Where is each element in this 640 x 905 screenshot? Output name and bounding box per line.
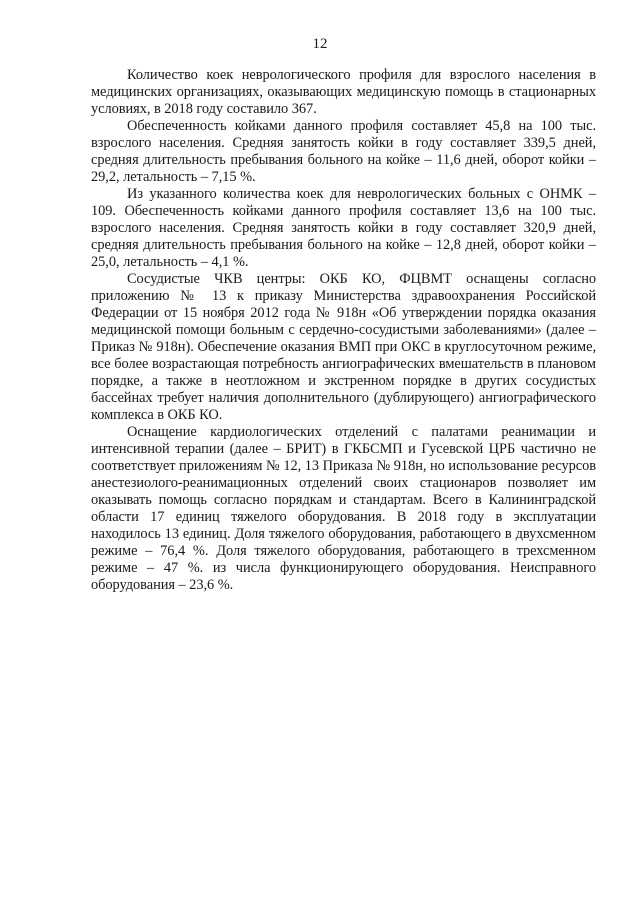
paragraph-neurology-beds: Количество коек неврологического профиля для взрослого населения в медицинских организациях, оказывающих медицинскую помощь в стационарных условиях, в 2018 году составило 367. xyxy=(91,67,596,117)
page-number: 12 xyxy=(312,36,328,52)
paragraph-stroke-beds: Из указанного количества коек для неврологических больных с ОНМК – 109. Обеспеченность койками данного профиля составляет 13,6 на 100 тыс. взрослого населения. Средняя занятость койки в году составляет 320,9 дней, средняя длительность пребывания больного на койке – 12,8 дней, оборот койки – 25,0, летальность – 4,1 %. xyxy=(91,186,596,270)
paragraph-cardiology-equipment: Оснащение кардиологических отделений с палатами реанимации и интенсивной терапии (далее – БРИТ) в ГКБСМП и Гусевской ЦРБ частично не соответствует приложениям № 12, 13 Приказа № 918н, но использование ресурсов анестезиолого-реанимационных отделений своих стационаров позволяет им оказывать помощь согласно порядкам и стандартам. Всего в Калининградской области 17 единиц тяжелого оборудования. В 2018 году в эксплуатации находилось 13 единиц. Доля тяжелого оборудования, работающего в двухсменном режиме – 76,4 %. Доля тяжелого оборудования, работающего в трехсменном режиме – 47 %. из числа функционирующего оборудования. Неисправного оборудования – 23,6 %. xyxy=(91,424,596,593)
document-body xyxy=(91,67,596,594)
paragraph-vascular-centers: Сосудистые ЧКВ центры: ОКБ КО, ФЦВМТ оснащены согласно приложению № 13 к приказу Министерства здравоохранения Российской Федерации от 15 ноября 2012 года № 918н «Об утверждении порядка оказания медицинской помощи больным с сердечно-сосудистыми заболеваниями» (далее – Приказ № 918н). Обеспечение оказания ВМП при ОКС в круглосуточном режиме, все более возрастающая потребность ангиографических вмешательств в плановом порядке, а также в неотложном и экстренном порядке в других сосудистых бассейнах требует наличия дополнительного (дублирующего) ангиографического комплекса в ОКБ КО. xyxy=(91,271,596,423)
paragraph-neurology-bed-supply: Обеспеченность койками данного профиля составляет 45,8 на 100 тыс. взрослого населения. Средняя занятость койки в году составляет 339,5 дней, средняя длительность пребывания больного на койке – 11,6 дней, оборот койки – 29,2, летальность – 7,15 %. xyxy=(91,118,596,185)
